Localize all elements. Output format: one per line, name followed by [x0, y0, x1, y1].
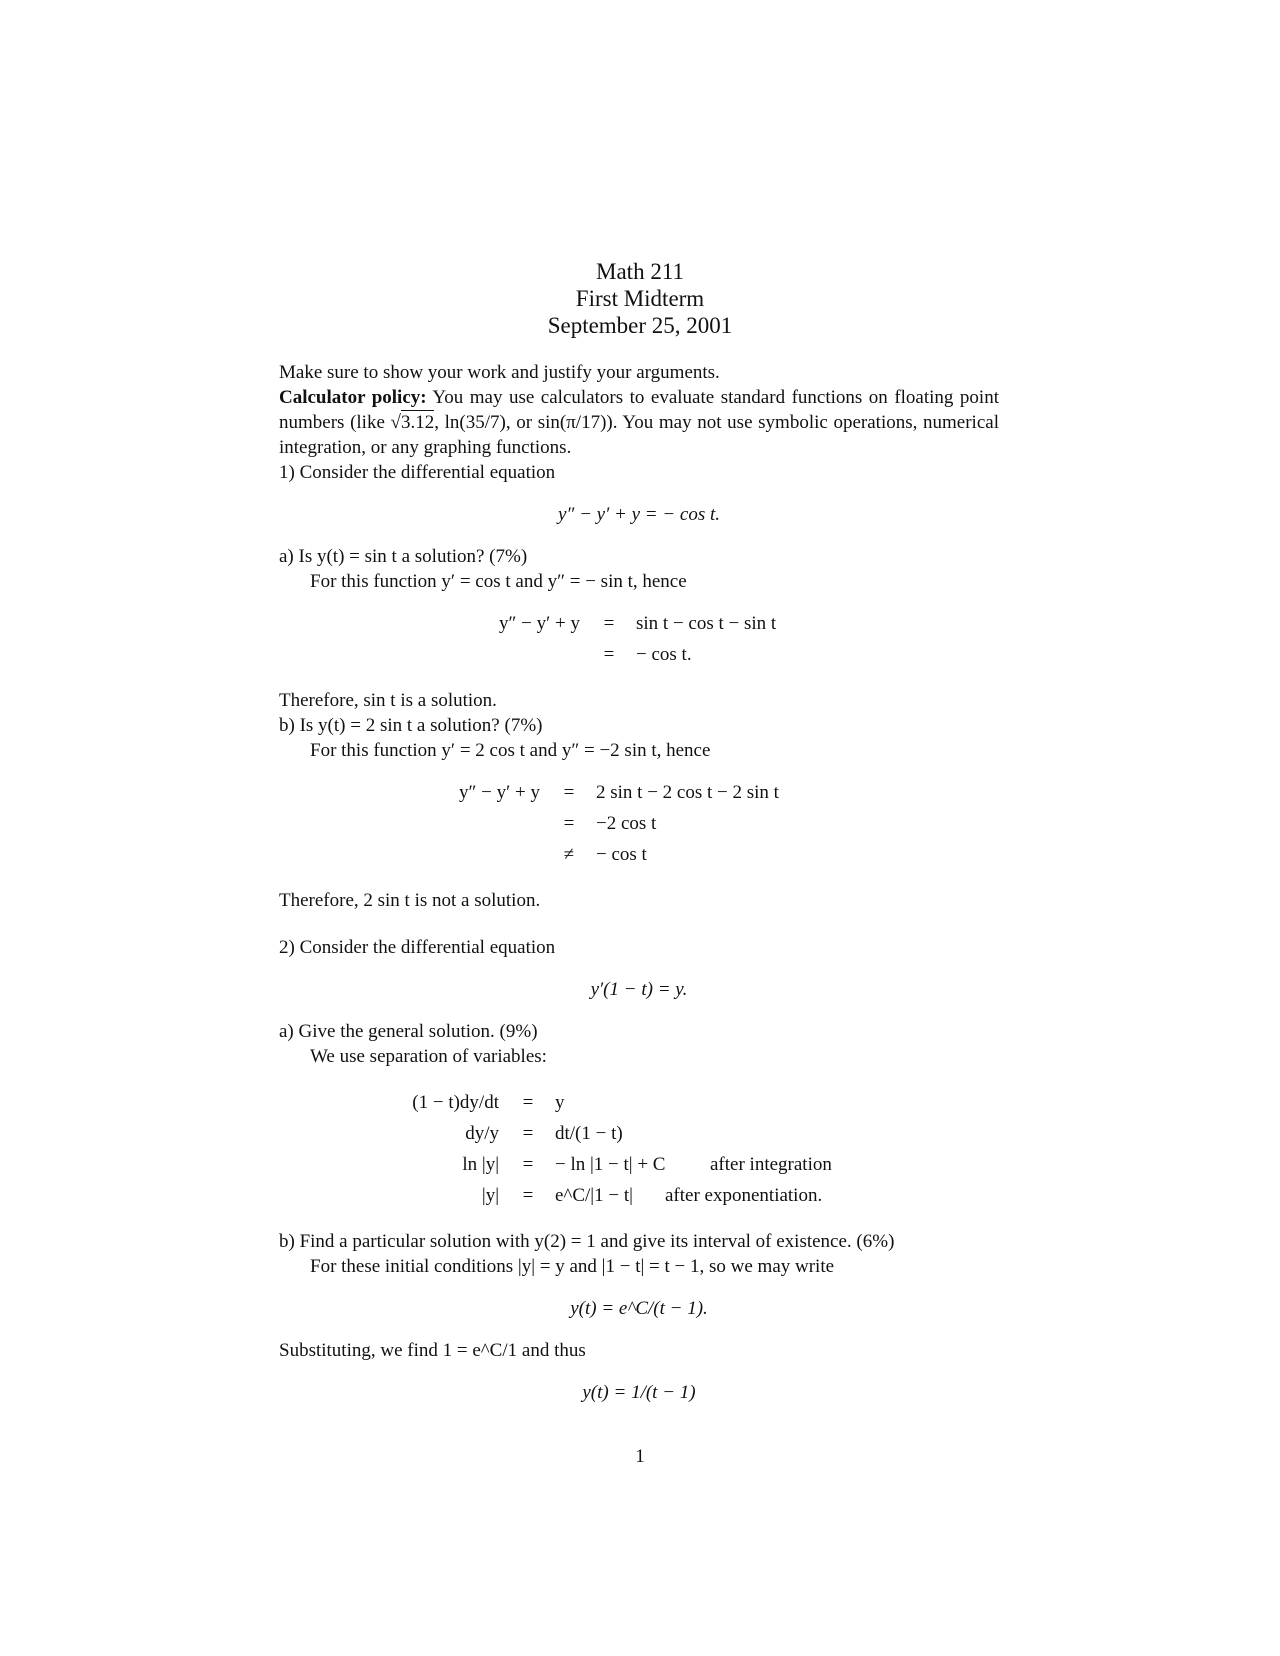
- q1a-lhs: y″ − y′ + y: [498, 613, 580, 634]
- q2a-op-1: =: [522, 1123, 534, 1144]
- policy-sqrt: 3.12: [400, 412, 435, 433]
- q1b-rhs-2: − cos t: [596, 844, 647, 865]
- q2a-derivation: [387, 1087, 999, 1211]
- q1a-op-0: =: [603, 613, 615, 634]
- q2a-lhs-0: (1 − t)dy/dt: [412, 1092, 499, 1113]
- q1a-intro: For this function y′ = cos t and y″ = − sin t, hence: [310, 571, 687, 592]
- q1b-lhs: y″ − y′ + y: [458, 782, 540, 803]
- q1a-derivation: [445, 608, 999, 670]
- exam-header: [0, 258, 1280, 339]
- q1b-prompt: b) Is y(t) = 2 sin t a solution? (7%): [279, 715, 543, 736]
- q1b-rhs-0: 2 sin t − 2 cos t − 2 sin t: [596, 782, 779, 803]
- q1b-op-0: =: [563, 782, 575, 803]
- q2a-rhs-1: dt/(1 − t): [555, 1123, 623, 1144]
- q2b-result: y(t) = 1/(t − 1): [582, 1382, 696, 1403]
- q1a-conclusion: Therefore, sin t is a solution.: [279, 690, 497, 711]
- q2a-row: [387, 1149, 832, 1180]
- calculator-policy: Calculator policy: You may use calculators to evaluate standard functions on floating point numbers (like √3.12, ln(35/7), or sin(π/17)). You may not use symbolic operations, numerical integration, or any graphing functions.: [279, 387, 999, 458]
- q1b-intro: For this function y′ = 2 cos t and y″ = −2 sin t, hence: [310, 740, 711, 761]
- q2a-row: [387, 1087, 832, 1118]
- q1b-derivation: [425, 777, 999, 870]
- q1-prompt: 1) Consider the differential equation: [279, 462, 556, 483]
- q1-equation: y″ − y′ + y = − cos t.: [557, 504, 720, 525]
- q2b-substitution: Substituting, we find 1 = e^C/1 and thus: [279, 1340, 586, 1361]
- q2a-lhs-3: |y|: [481, 1185, 499, 1206]
- exam-date: September 25, 2001: [547, 313, 733, 338]
- instructions: Make sure to show your work and justify your arguments.: [279, 362, 720, 383]
- q1b-conclusion: Therefore, 2 sin t is not a solution.: [279, 890, 541, 911]
- q1b-op-1: =: [563, 813, 575, 834]
- q2a-note-2: after integration: [710, 1154, 832, 1175]
- page-number: 1: [635, 1446, 645, 1467]
- q2a-op-0: =: [522, 1092, 534, 1113]
- policy-text-a: You may use calculators to evaluate standard functions on floating point numbers (like: [279, 387, 999, 433]
- exam-body: [279, 360, 999, 1405]
- q1a-rhs-0: sin t − cos t − sin t: [636, 613, 777, 634]
- q2a-op-3: =: [522, 1185, 534, 1206]
- q2-prompt: 2) Consider the differential equation: [279, 937, 556, 958]
- q2-equation: y′(1 − t) = y.: [590, 979, 688, 1000]
- q2a-row: [387, 1180, 832, 1211]
- q1a-prompt: a) Is y(t) = sin t a solution? (7%): [279, 546, 528, 567]
- q1b-rhs-1: −2 cos t: [596, 813, 657, 834]
- q2a-op-2: =: [522, 1154, 534, 1175]
- q2b-equation: y(t) = e^C/(t − 1).: [570, 1298, 708, 1319]
- q2a-lhs-2: ln |y|: [462, 1154, 499, 1175]
- exam-title: First Midterm: [575, 286, 705, 311]
- q2a-intro: We use separation of variables:: [310, 1046, 547, 1067]
- q1a-op-1: =: [603, 644, 615, 665]
- q2a-rhs-3: e^C/|1 − t|: [555, 1185, 633, 1206]
- q1b-op-2: ≠: [563, 844, 575, 865]
- q2a-note-3: after exponentiation.: [665, 1185, 823, 1206]
- q2a-rhs-0: y: [555, 1092, 565, 1113]
- q2b-intro: For these initial conditions |y| = y and |1 − t| = t − 1, so we may write: [310, 1256, 835, 1277]
- q1a-rhs-1: − cos t.: [636, 644, 692, 665]
- q2a-row: [387, 1118, 832, 1149]
- policy-text-b: , ln(35/7), or sin(π/17)). You may not use symbolic operations, numerical integration, or any graphing functions.: [279, 412, 999, 458]
- q2a-lhs-1: dy/y: [465, 1123, 499, 1144]
- q2a-prompt: a) Give the general solution. (9%): [279, 1021, 538, 1042]
- course-title: Math 211: [596, 259, 684, 284]
- q2a-rhs-2: − ln |1 − t| + C: [555, 1154, 666, 1175]
- q2b-prompt: b) Find a particular solution with y(2) = 1 and give its interval of existence. (6%): [279, 1231, 895, 1252]
- policy-label: Calculator policy:: [279, 387, 427, 408]
